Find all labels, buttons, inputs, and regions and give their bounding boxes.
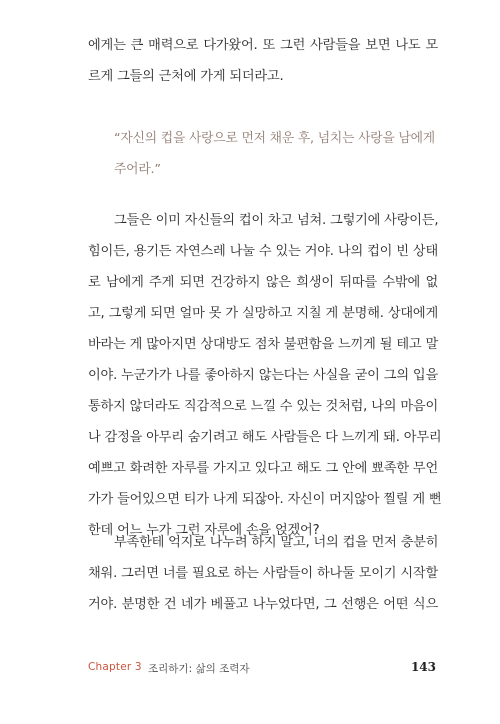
page-number: 143	[410, 660, 436, 674]
closing-paragraph	[88, 527, 438, 620]
quote-line: “자신의 컵을 사랑으로 먼저 채운 후, 넘치는 사랑을 남에게	[114, 131, 435, 146]
chapter-title: 조리하기: 삶의 조력자	[148, 663, 250, 675]
text-line: 한데 어느 누가 그런 자루에 손을 얹겠어?	[88, 523, 320, 538]
text-line: 예쁘고 화려한 자루를 가지고 있다고 해도 그 안에 뾰족한 무언	[88, 461, 438, 476]
chapter-label: Chapter 3	[88, 661, 142, 673]
text-line: 로 남에게 주게 되면 건강하지 않은 희생이 뒤따를 수밖에 없	[88, 275, 438, 290]
text-line: 채워. 그러면 너를 필요로 하는 사람들이 하나둘 모이기 시작할	[88, 566, 438, 581]
text-line: 거야. 분명한 건 네가 베풀고 나누었다면, 그 선행은 어떤 식으	[88, 597, 438, 612]
text-line: 가가 들어있으면 티가 나게 되잖아. 자신이 머지않아 찔릴 게 뻔	[88, 492, 442, 507]
text-line: 부족한테 억지로 나누려 하지 말고, 너의 컵을 먼저 충분히	[114, 535, 439, 550]
text-line: 바라는 게 많아지면 상대방도 점차 불편함을 느끼게 될 테고 말	[88, 337, 438, 352]
text-line: 이야. 누군가가 나를 좋아하지 않는다는 사실을 굳이 그의 입을	[88, 368, 438, 383]
intro-paragraph	[88, 30, 438, 92]
page-footer	[88, 661, 436, 677]
text-line: 고, 그렇게 되면 얼마 못 가 실망하고 지칠 게 분명해. 상대에게	[88, 306, 438, 321]
text-line: 르게 그들의 근처에 가게 되더라고.	[88, 69, 284, 84]
main-paragraph	[88, 205, 442, 546]
text-line: 통하지 않더라도 직감적으로 느낄 수 있는 것처럼, 나의 마음이	[88, 399, 438, 414]
text-line: 나 감정을 아무리 숨기려고 해도 사람들은 다 느끼게 돼. 아무리	[88, 430, 442, 445]
text-line: 에게는 큰 매력으로 다가왔어. 또 그런 사람들을 보면 나도 모	[88, 38, 438, 53]
quote-line: 주어라.”	[114, 162, 161, 177]
text-line: 힘이든, 용기든 자연스레 나눌 수 있는 거야. 나의 컵이 빈 상태	[88, 244, 438, 259]
text-line: 그들은 이미 자신들의 컵이 차고 넘쳐. 그렇기에 사랑이든,	[114, 213, 439, 228]
block-quote	[88, 123, 438, 185]
